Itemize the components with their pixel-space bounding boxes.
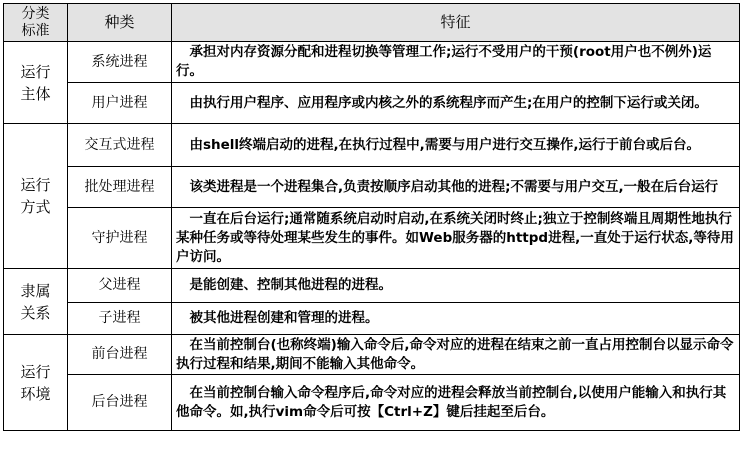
feature-cell: 由shell终端启动的进程,在执行过程中,需要与用户进行交互操作,运行于前台或后台。	[172, 124, 740, 167]
category-line1: 运行	[20, 362, 51, 381]
type-cell: 后台进程	[68, 375, 172, 431]
feature-cell: 一直在后台运行;通常随系统启动时启动,在系统关闭时终止;独立于控制终端且周期性地执行某种任务或等待处理某些发生的事件。如Web服务器的httpd进程,一直处于运行状态,等待用户访问。	[172, 208, 740, 269]
category-line2: 方式	[20, 198, 51, 216]
table-row	[4, 375, 740, 431]
category-cell	[4, 124, 68, 269]
feature-cell: 该类进程是一个进程集合,负责按顺序启动其他的进程;不需要与用户交互,一般在后台运行	[172, 167, 740, 208]
header-category-line2: 标准	[21, 22, 50, 39]
category-cell	[4, 269, 68, 335]
type-cell: 批处理进程	[68, 167, 172, 208]
category-cell	[4, 335, 68, 431]
feature-cell: 在当前控制台输入命令程序后,命令对应的进程会释放当前控制台,以使用户能输入和执行其他命令。如,执行vim命令后可按【Ctrl+Z】键后挂起至后台。	[172, 375, 740, 431]
process-classification-table-wrapper	[3, 3, 739, 449]
table-row	[4, 303, 740, 335]
type-cell: 系统进程	[68, 42, 172, 83]
category-line2: 环境	[20, 384, 51, 403]
category-line1: 隶属	[20, 281, 51, 300]
table-row	[4, 208, 740, 269]
table-row	[4, 124, 740, 167]
header-feature: 特征	[172, 4, 740, 42]
type-cell: 父进程	[68, 269, 172, 303]
header-row	[4, 4, 740, 42]
feature-cell: 在当前控制台(也称终端)输入命令后,命令对应的进程在结束之前一直占用控制台以显示命令执行过程和结果,期间不能输入其他命令。	[172, 335, 740, 375]
process-classification-table	[3, 3, 740, 431]
table-row	[4, 83, 740, 124]
type-cell: 交互式进程	[68, 124, 172, 167]
feature-cell: 被其他进程创建和管理的进程。	[172, 303, 740, 335]
type-cell: 子进程	[68, 303, 172, 335]
category-line1: 运行	[20, 62, 51, 81]
header-category	[4, 4, 68, 42]
category-line1: 运行	[20, 176, 51, 194]
feature-cell: 由执行用户程序、应用程序或内核之外的系统程序而产生;在用户的控制下运行或关闭。	[172, 83, 740, 124]
category-line2: 主体	[20, 84, 51, 103]
header-category-line1: 分类	[21, 5, 50, 22]
feature-cell: 承担对内存资源分配和进程切换等管理工作;运行不受用户的干预(root用户也不例外)运行。	[172, 42, 740, 83]
header-type: 种类	[68, 4, 172, 42]
table-row	[4, 167, 740, 208]
type-cell: 用户进程	[68, 83, 172, 124]
category-line2: 关系	[20, 303, 51, 322]
table-row	[4, 42, 740, 83]
category-cell	[4, 42, 68, 124]
type-cell: 前台进程	[68, 335, 172, 375]
type-cell: 守护进程	[68, 208, 172, 269]
feature-cell: 是能创建、控制其他进程的进程。	[172, 269, 740, 303]
table-row	[4, 269, 740, 303]
table-row	[4, 335, 740, 375]
